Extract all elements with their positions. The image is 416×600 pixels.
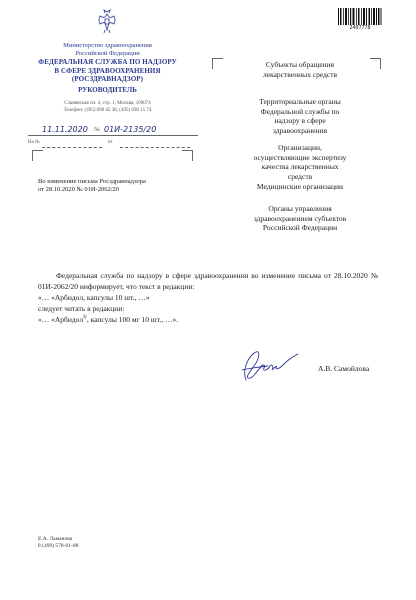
signer-name: А.В. Самойлова xyxy=(318,364,370,373)
corner-mark xyxy=(212,58,223,69)
coat-of-arms-icon xyxy=(96,8,118,34)
number-prefix: № xyxy=(94,127,100,133)
recipient-item: Субъекты обращения лекарственных средств xyxy=(262,60,338,79)
reference-row xyxy=(28,140,198,150)
barcode-number: 2407778 xyxy=(349,25,371,31)
recipient-item: Организации, осуществляющие экспертизу качества лекарственных средств xyxy=(253,143,347,181)
quote-old: «… «Арбидол, капсулы 10 шт., …» xyxy=(38,293,150,302)
letter-subject: Во изменение письма Росздравнадзора от 28.10.2020 № 01И-2062/20 xyxy=(38,178,146,193)
handwritten-signature xyxy=(220,346,310,386)
outgoing-date-number xyxy=(28,125,198,137)
corner-mark xyxy=(370,58,381,69)
recipient-item: Органы управления здравоохранением субъектов Российской Федерации xyxy=(253,204,347,232)
body-paragraph: Федеральная служба по надзору в сфере здравоохранения во изменение письма от 28.10.2020 № 01И-2062/20 информирует, что текст в редакции: xyxy=(38,271,378,291)
letter-body xyxy=(38,270,378,325)
barcode-icon xyxy=(338,8,382,25)
executor-name: Е.А. Ламанова xyxy=(38,536,73,542)
executor-block xyxy=(38,536,78,550)
on-number-label: На № xyxy=(28,140,40,145)
follow-text: следует читать в редакции: xyxy=(38,304,125,313)
recipient-item: Медицинские организации xyxy=(256,182,344,191)
corner-mark xyxy=(32,150,43,161)
service-name: ФЕДЕРАЛЬНАЯ СЛУЖБА ПО НАДЗОРУ В СФЕРЕ ЗДРАВООХРАНЕНИЯ (РОСЗДРАВНАДЗОР) xyxy=(38,58,177,83)
ministry-name: Министерство здравоохранения Российской Федерации xyxy=(63,42,152,57)
address-block: Славянская пл. 4, стр. 1, Москва, 109074 Телефон: (495) 698 45 38; (495) 698 15 74 xyxy=(63,101,152,113)
handwritten-date: 11.11.2020 xyxy=(42,125,88,134)
handwritten-number: 01И-2135/20 xyxy=(104,125,157,134)
head-title: РУКОВОДИТЕЛЬ xyxy=(78,86,137,94)
quote-new: «… «Арбидол®, капсулы 100 мг 10 шт., …». xyxy=(38,315,179,324)
corner-mark xyxy=(182,150,193,161)
from-label: от xyxy=(108,140,113,145)
executor-phone: 8 (499) 578-01-88 xyxy=(38,543,79,549)
recipient-item: Территориальные органы Федеральной службы по надзору в сфере здравоохранения xyxy=(259,97,341,135)
